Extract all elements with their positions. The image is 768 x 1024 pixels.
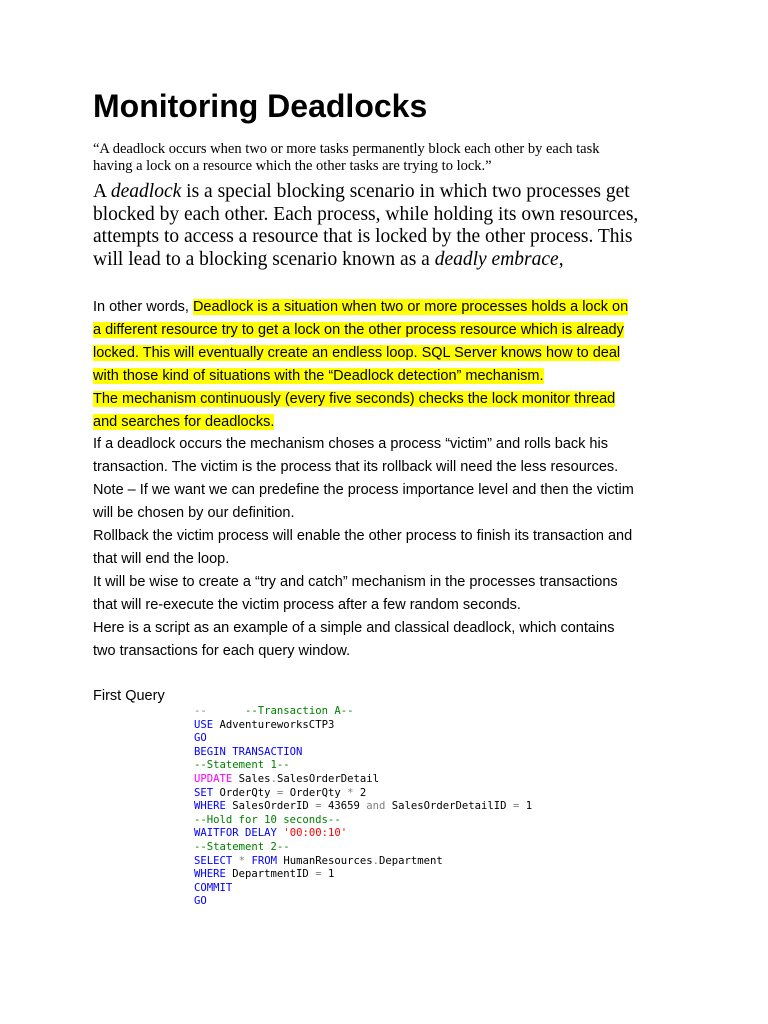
sql-keyword: FROM <box>251 854 277 867</box>
sql-text: 1 <box>321 868 335 881</box>
sql-operator: * <box>238 854 246 867</box>
sql-text: Sales <box>232 772 271 785</box>
sql-operator: . <box>372 854 380 867</box>
body-line <box>93 342 693 365</box>
first-query-label: First Query <box>93 688 165 704</box>
highlighted-text: The mechanism continuously (every five seconds) checks the lock monitor thread <box>93 390 616 407</box>
sql-text: OrderQty <box>213 786 277 799</box>
highlighted-text: and searches for deadlocks. <box>93 413 275 430</box>
intro-paragraph <box>93 181 693 271</box>
page-title: Monitoring Deadlocks <box>93 88 428 124</box>
code-line <box>194 855 532 869</box>
code-line <box>194 746 532 760</box>
body-line <box>93 411 693 434</box>
body-paragraphs <box>93 296 693 663</box>
sql-text: Department <box>379 854 443 867</box>
body-line: transaction. The victim is the process that its rollback will need the less resources. <box>93 459 619 476</box>
highlighted-text: Deadlock is a situation when two or more processes holds a lock on <box>192 299 629 315</box>
highlighted-text: locked. This will eventually create an endless loop. SQL Server knows how to deal <box>93 344 621 361</box>
sql-comment: --Transaction A-- <box>206 705 354 717</box>
code-line <box>194 732 532 746</box>
sql-comment: --Statement 2-- <box>194 840 290 853</box>
code-line <box>194 705 532 719</box>
sql-keyword: SET <box>194 786 214 799</box>
text-run: will lead to a blocking scenario known as a <box>93 248 435 270</box>
quote-line: “A deadlock occurs when two or more tasks permanently block each other by each task <box>93 141 600 157</box>
intro-line <box>93 249 693 272</box>
code-line <box>194 800 532 814</box>
sql-string: '00:00:10' <box>283 827 348 840</box>
body-line: two transactions for each query window. <box>93 642 351 659</box>
sql-text: OrderQty <box>283 786 348 799</box>
body-line: Rollback the victim process will enable the other process to finish its transaction and <box>93 528 633 545</box>
sql-operator: -- <box>194 705 207 717</box>
sql-text: 43659 <box>321 800 367 813</box>
sql-keyword: GO <box>194 732 207 745</box>
sql-keyword: WAITFOR DELAY <box>194 827 277 840</box>
body-line: will be chosen by our definition. <box>93 505 295 522</box>
sql-code-block <box>194 705 532 909</box>
sql-keyword: BEGIN TRANSACTION <box>194 745 303 758</box>
definition-quote <box>93 141 673 175</box>
highlighted-text: a different resource try to get a lock on the other process resource which is already <box>93 321 624 338</box>
body-line: It will be wise to create a “try and catch” mechanism in the processes transactions <box>93 573 618 590</box>
code-line <box>194 868 532 882</box>
sql-keyword: WHERE <box>194 800 226 813</box>
sql-text: HumanResources <box>276 854 373 867</box>
code-line <box>194 827 532 841</box>
intro-line <box>93 181 693 204</box>
body-line <box>93 319 693 342</box>
sql-text: SalesOrderID <box>225 800 316 813</box>
code-line <box>194 841 532 855</box>
body-line: that will re-execute the victim process after a few random seconds. <box>93 596 521 613</box>
sql-operator: = <box>315 800 322 813</box>
code-line <box>194 719 532 733</box>
body-line: Here is a script as an example of a simple and classical deadlock, which contains <box>93 619 615 636</box>
sql-keyword: SELECT <box>194 854 233 867</box>
sql-comment: --Hold for 10 seconds-- <box>194 813 341 826</box>
sql-keyword: USE <box>194 718 214 731</box>
intro-line: attempts to access a resource that is locked by the other process. This <box>93 226 633 247</box>
sql-text: AdventureworksCTP3 <box>213 718 335 731</box>
highlighted-text: with those kind of situations with the “Deadlock detection” mechanism. <box>93 367 544 384</box>
code-line <box>194 773 532 787</box>
sql-operator: = <box>276 786 284 799</box>
body-line: If a deadlock occurs the mechanism choses a process “victim” and rolls back his <box>93 436 608 453</box>
sql-operator: = <box>315 868 322 881</box>
code-line <box>194 814 532 828</box>
emphasis-deadly-embrace: deadly embrace <box>434 248 559 270</box>
sql-keyword: COMMIT <box>194 881 233 894</box>
sql-text: DepartmentID <box>225 868 316 881</box>
body-line <box>93 388 693 411</box>
text-run: In other words, <box>93 299 193 315</box>
sql-text: 1 <box>519 800 533 813</box>
code-line <box>194 759 532 773</box>
body-line <box>93 365 693 388</box>
code-line <box>194 882 532 896</box>
body-line: Note – If we want we can predefine the process importance level and then the victim <box>93 482 634 499</box>
emphasis-deadlock: deadlock <box>110 181 182 202</box>
sql-text: 2 <box>353 786 367 799</box>
sql-operator: = <box>512 800 520 813</box>
body-line: that will end the loop. <box>93 550 230 567</box>
code-line <box>194 787 532 801</box>
quote-line: having a lock on a resource which the other tasks are trying to lock.” <box>93 158 492 174</box>
text-run: , <box>558 248 564 270</box>
body-line <box>93 296 693 319</box>
text-run: is a special blocking scenario in which two processes get <box>181 181 630 202</box>
sql-text: SalesOrderDetailID <box>385 800 513 813</box>
text-run: A <box>93 181 111 202</box>
sql-function: UPDATE <box>194 772 233 785</box>
sql-operator: and <box>366 800 386 813</box>
sql-keyword: WHERE <box>194 868 226 881</box>
sql-operator: * <box>347 786 354 799</box>
sql-operator: . <box>270 772 277 785</box>
code-line <box>194 895 532 909</box>
intro-line: blocked by each other. Each process, while holding its own resources, <box>93 203 639 225</box>
sql-text: SalesOrderDetail <box>276 772 380 785</box>
sql-comment: --Statement 1-- <box>194 759 290 772</box>
sql-keyword: GO <box>194 895 207 908</box>
